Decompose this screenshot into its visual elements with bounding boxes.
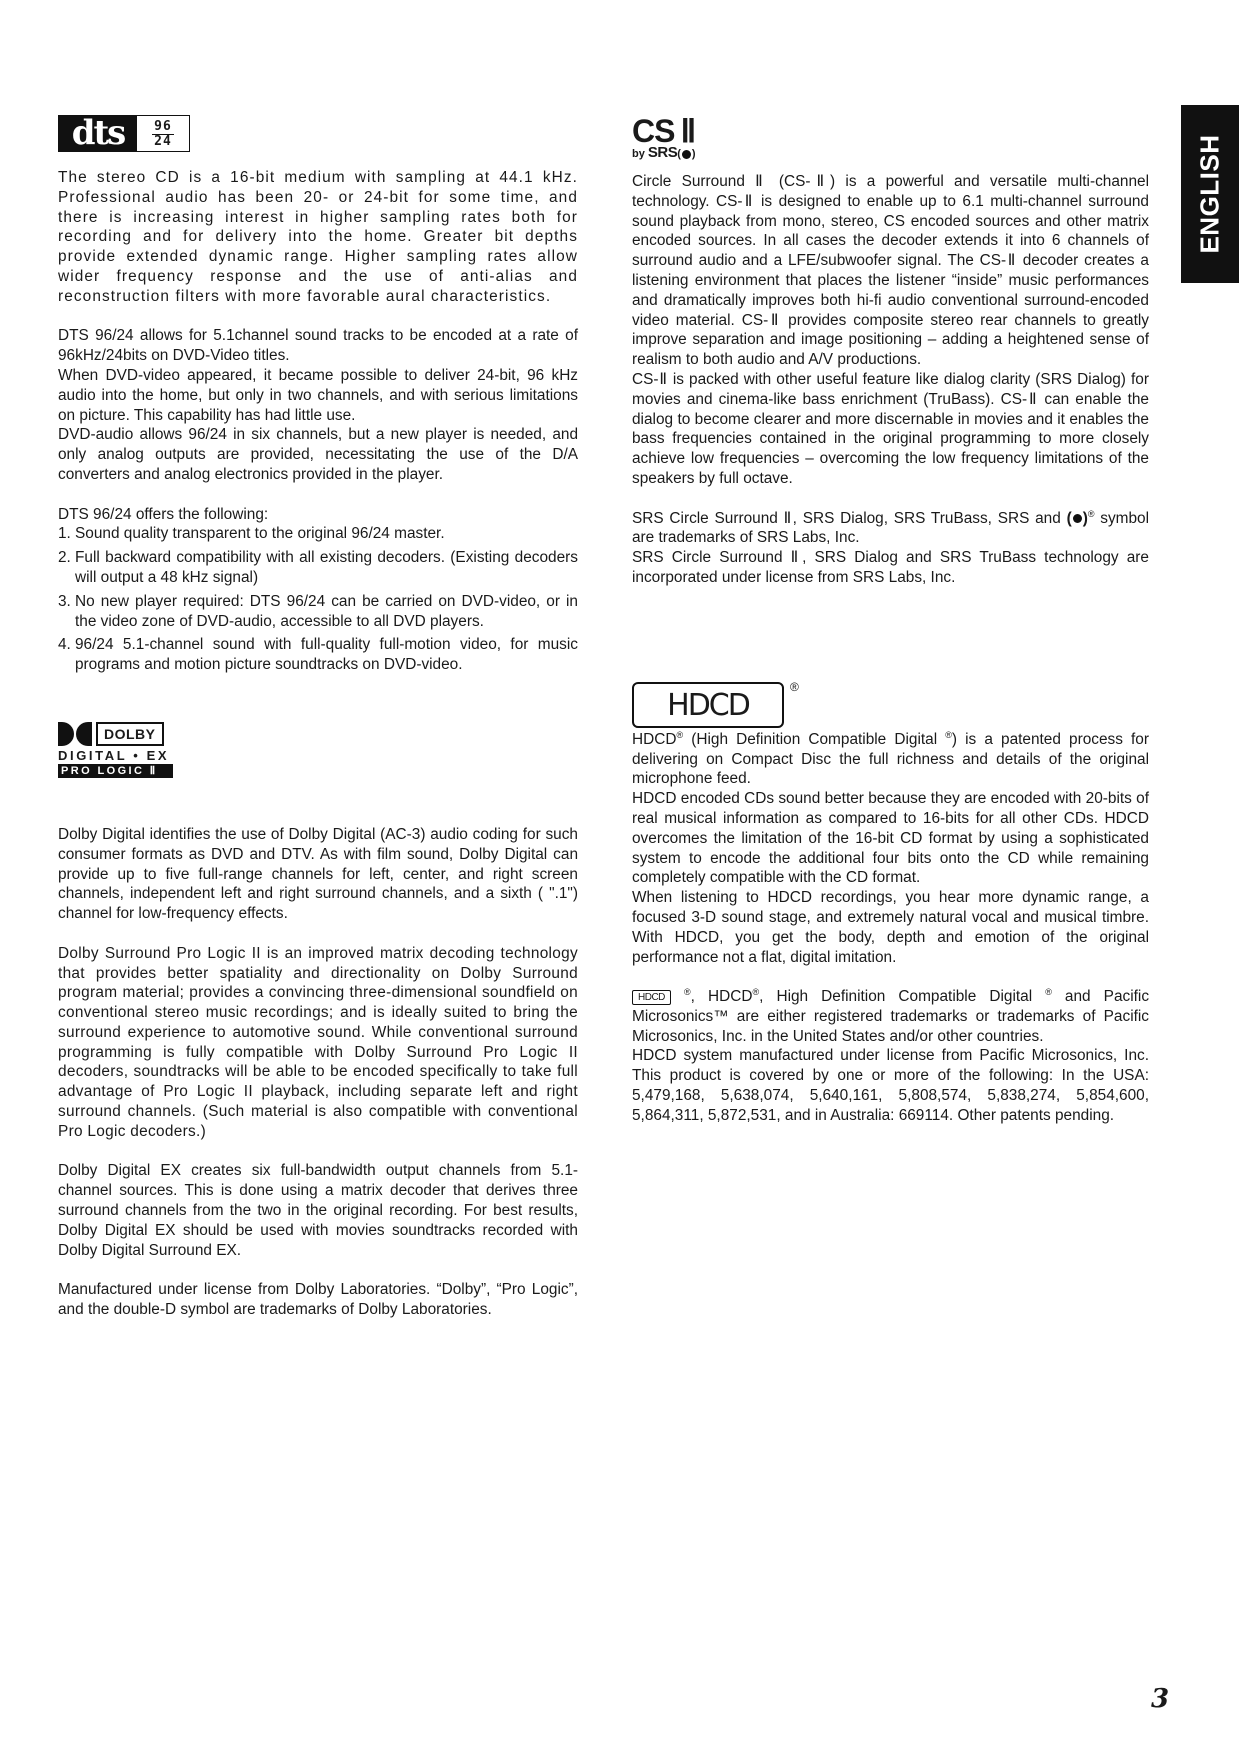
dolby-logo-word: DOLBY — [96, 722, 164, 746]
hdcd-trademark-paragraph: HDCD ®, HDCD®, High Definition Compatible Digital ® and Pacific Microsonics™ are either registered trademarks or trademarks of Pacific Microsonics, Inc. in the United States and/or other countries. — [632, 986, 1150, 1045]
cs-logo-brand: SRS — [647, 144, 678, 161]
language-tab-label: ENGLISH — [1194, 134, 1225, 254]
hdcd-mini-logo-icon: HDCD — [632, 990, 671, 1005]
hdcd-paragraph-3: When listening to HDCD recordings, you hear more dynamic range, a focused 3-D sound stage, and extremely natural vocal and musical timbre. With HDCD, you get the body, depth and emotion of the original performance not a flat, digital imitation. — [632, 889, 1149, 966]
dts-logo-fraction — [137, 116, 189, 151]
dts-logo-bottom: 24 — [154, 133, 172, 149]
list-item: 4. 96/24 5.1-channel sound with full-quality full-motion video, for music programs and motion picture soundtracks on DVD-video. — [58, 636, 578, 674]
dts-logo-top: 96 — [154, 118, 172, 134]
dolby-paragraph-4: Manufactured under license from Dolby Laboratories. “Dolby”, “Pro Logic”, and the double-D symbol are trademarks of Dolby Laboratories. — [58, 1281, 578, 1319]
list-item: 1. Sound quality transparent to the original 96/24 master. — [58, 525, 445, 543]
dts-96-24-logo — [58, 115, 190, 152]
cs-logo-by: by — [632, 148, 645, 160]
dolby-paragraph-3: Dolby Digital EX creates six full-bandwidth output channels from 5.1-channel sources. This is done using a matrix decoder that derives three surround channels from the two in the original recording. For best results, Dolby Digital EX should be used with movies soundtracks recorded with Dolby Digital Surround EX. — [58, 1162, 578, 1259]
dts-paragraph-2: DTS 96/24 allows for 5.1channel sound tracks to be encoded at a rate of 96kHz/24bits on DVD-Video titles. — [58, 327, 578, 365]
hdcd-registered-mark: ® — [790, 680, 799, 694]
srs-circle-symbol-icon: ( ) — [677, 148, 696, 160]
srs-license-paragraph: SRS Circle Surround Ⅱ, SRS Dialog and SRS TruBass technology are incorporated under license from SRS Labs, Inc. — [632, 549, 1149, 586]
srs-paragraph-1: Circle Surround Ⅱ (CS-Ⅱ) is a powerful and versatile multi-channel technology. CS-Ⅱ is designed to enable up to 6.1 multi-channel surround sound playback from mono, stereo, CS encoded sources and other matrix encoded sources. In all cases the decoder extends it into 6 channels of surround audio and a LFE/subwoofer signal. The CS-Ⅱ decoder creates a listening environment that places the listener “inside” music performances and dramatically improves both hi-fi audio conventional surround-encoded video material. CS-Ⅱ provides composite stereo rear channels to greatly improve separation and image positioning – adding a heightened sense of realism to both audio and A/V productions. — [632, 173, 1149, 369]
cs-ii-srs-logo — [632, 113, 722, 162]
hdcd-patent-paragraph: HDCD system manufactured under license from Pacific Microsonics, Inc. This product is covered by one or more of the following: In the USA: 5,479,168, 5,638,074, 5,640,161, 5,808,574, 5,838,274, 5,854,600, 5,864,311, 5,872,531, and in Australia: 669114. Other patents pending. — [632, 1047, 1149, 1124]
dolby-paragraph-2: Dolby Surround Pro Logic II is an improved matrix decoding technology that provides better spatiality and directionality on Dolby Surround program material; provides a convincing three-dimensional soundfield on conventional stereo music recordings; and is ideally suited to bring the surround experience to automotive sound. While conventional surround programming is fully compatible with Dolby Surround Pro Logic II decoders, soundtracks will be able to be encoded specifically to take full advantage of Pro Logic II playback, including separate left and right surround channels. (Such material is also compatible with conventional Pro Logic decoders.) — [58, 944, 578, 1140]
srs-circle-symbol-icon: ( ) — [1066, 509, 1088, 527]
list-item: 3. No new player required: DTS 96/24 can be carried on DVD-video, or in the video zone of DVD-audio, accessible to all DVD players. — [58, 592, 578, 630]
cs-logo-main: CS — [632, 113, 675, 149]
cs-logo-numeral: Ⅱ — [680, 113, 696, 149]
page-number: 3 — [1151, 1684, 1170, 1714]
dts-paragraph-4: DVD-audio allows 96/24 in six channels, but a new player is needed, and only analog outputs are provided, necessitating the use of the D/A converters and analog electronics provided in the player. — [58, 426, 578, 483]
dolby-logo-pro-logic: PRO LOGIC Ⅱ — [58, 764, 173, 778]
dts-logo-word: dts — [59, 116, 137, 151]
hdcd-paragraph-2: HDCD encoded CDs sound better because they are encoded with 20-bits of real musical information as compared to 16-bits for all other CDs. HDCD overcomes the limitation of the 16-bit CD format by using a sophisticated system to encode the additional four bits onto the CD while remaining completely compatible with the CD format. — [632, 790, 1149, 887]
hdcd-paragraph-1: HDCD® (High Definition Compatible Digital ®) is a patented process for delivering on Compact Disc the full richness and details of the original microphone feed. — [632, 729, 1149, 788]
dolby-paragraph-1: Dolby Digital identifies the use of Dolby Digital (AC-3) audio coding for such consumer formats as DVD and DTV. As with film sound, Dolby Digital can provide up to five full-range channels for left, center, and right screen channels, independent left and right surround channels, and a sixth ( ".1") channel for low-frequency effects. — [58, 825, 578, 923]
hdcd-logo-word: HDCD — [667, 687, 749, 723]
list-item: 2. Full backward compatibility with all existing decoders. (Existing decoders will output a 48 kHz signal) — [58, 549, 578, 586]
left-column — [58, 158, 578, 1320]
dts-list-intro: DTS 96/24 offers the following: — [58, 505, 269, 523]
srs-paragraph-2: CS-Ⅱ is packed with other useful feature like dialog clarity (SRS Dialog) for movies and cinema-like bass enrichment (TruBass). CS-Ⅱ can enable the dialog to become clearer and more discernable in movies and it enables the bass frequencies contained in the original programming to more closely achieve low frequencies – overcoming the low frequency limitations of the speakers by full octave. — [632, 370, 1149, 487]
language-tab — [1181, 105, 1239, 283]
dts-paragraph-3: When DVD-video appeared, it became possible to deliver 24-bit, 96 kHz audio into the home, but only in two channels, and with serious limitations on picture. This capability has had little use. — [58, 366, 578, 424]
dolby-logo-digital-ex: DIGITAL • EX — [58, 748, 170, 763]
dts-feature-list — [58, 524, 578, 675]
right-column — [632, 172, 1149, 1126]
srs-trademark-paragraph: SRS Circle Surround Ⅱ, SRS Dialog, SRS TruBass, SRS and ( )® symbol are trademarks of SRS Labs, Inc. — [632, 508, 1150, 547]
dts-paragraph-1: The stereo CD is a 16-bit medium with sampling at 44.1 kHz. Professional audio has been 20- or 24-bit for some time, and there is increasing interest in higher sampling rates both for recording and for delivery into the home. Greater bit depths provide extended dynamic range. Higher sampling rates allow wider frequency response and the use of anti-alias and reconstruction filters with more favorable aural characteristics. — [58, 169, 578, 305]
